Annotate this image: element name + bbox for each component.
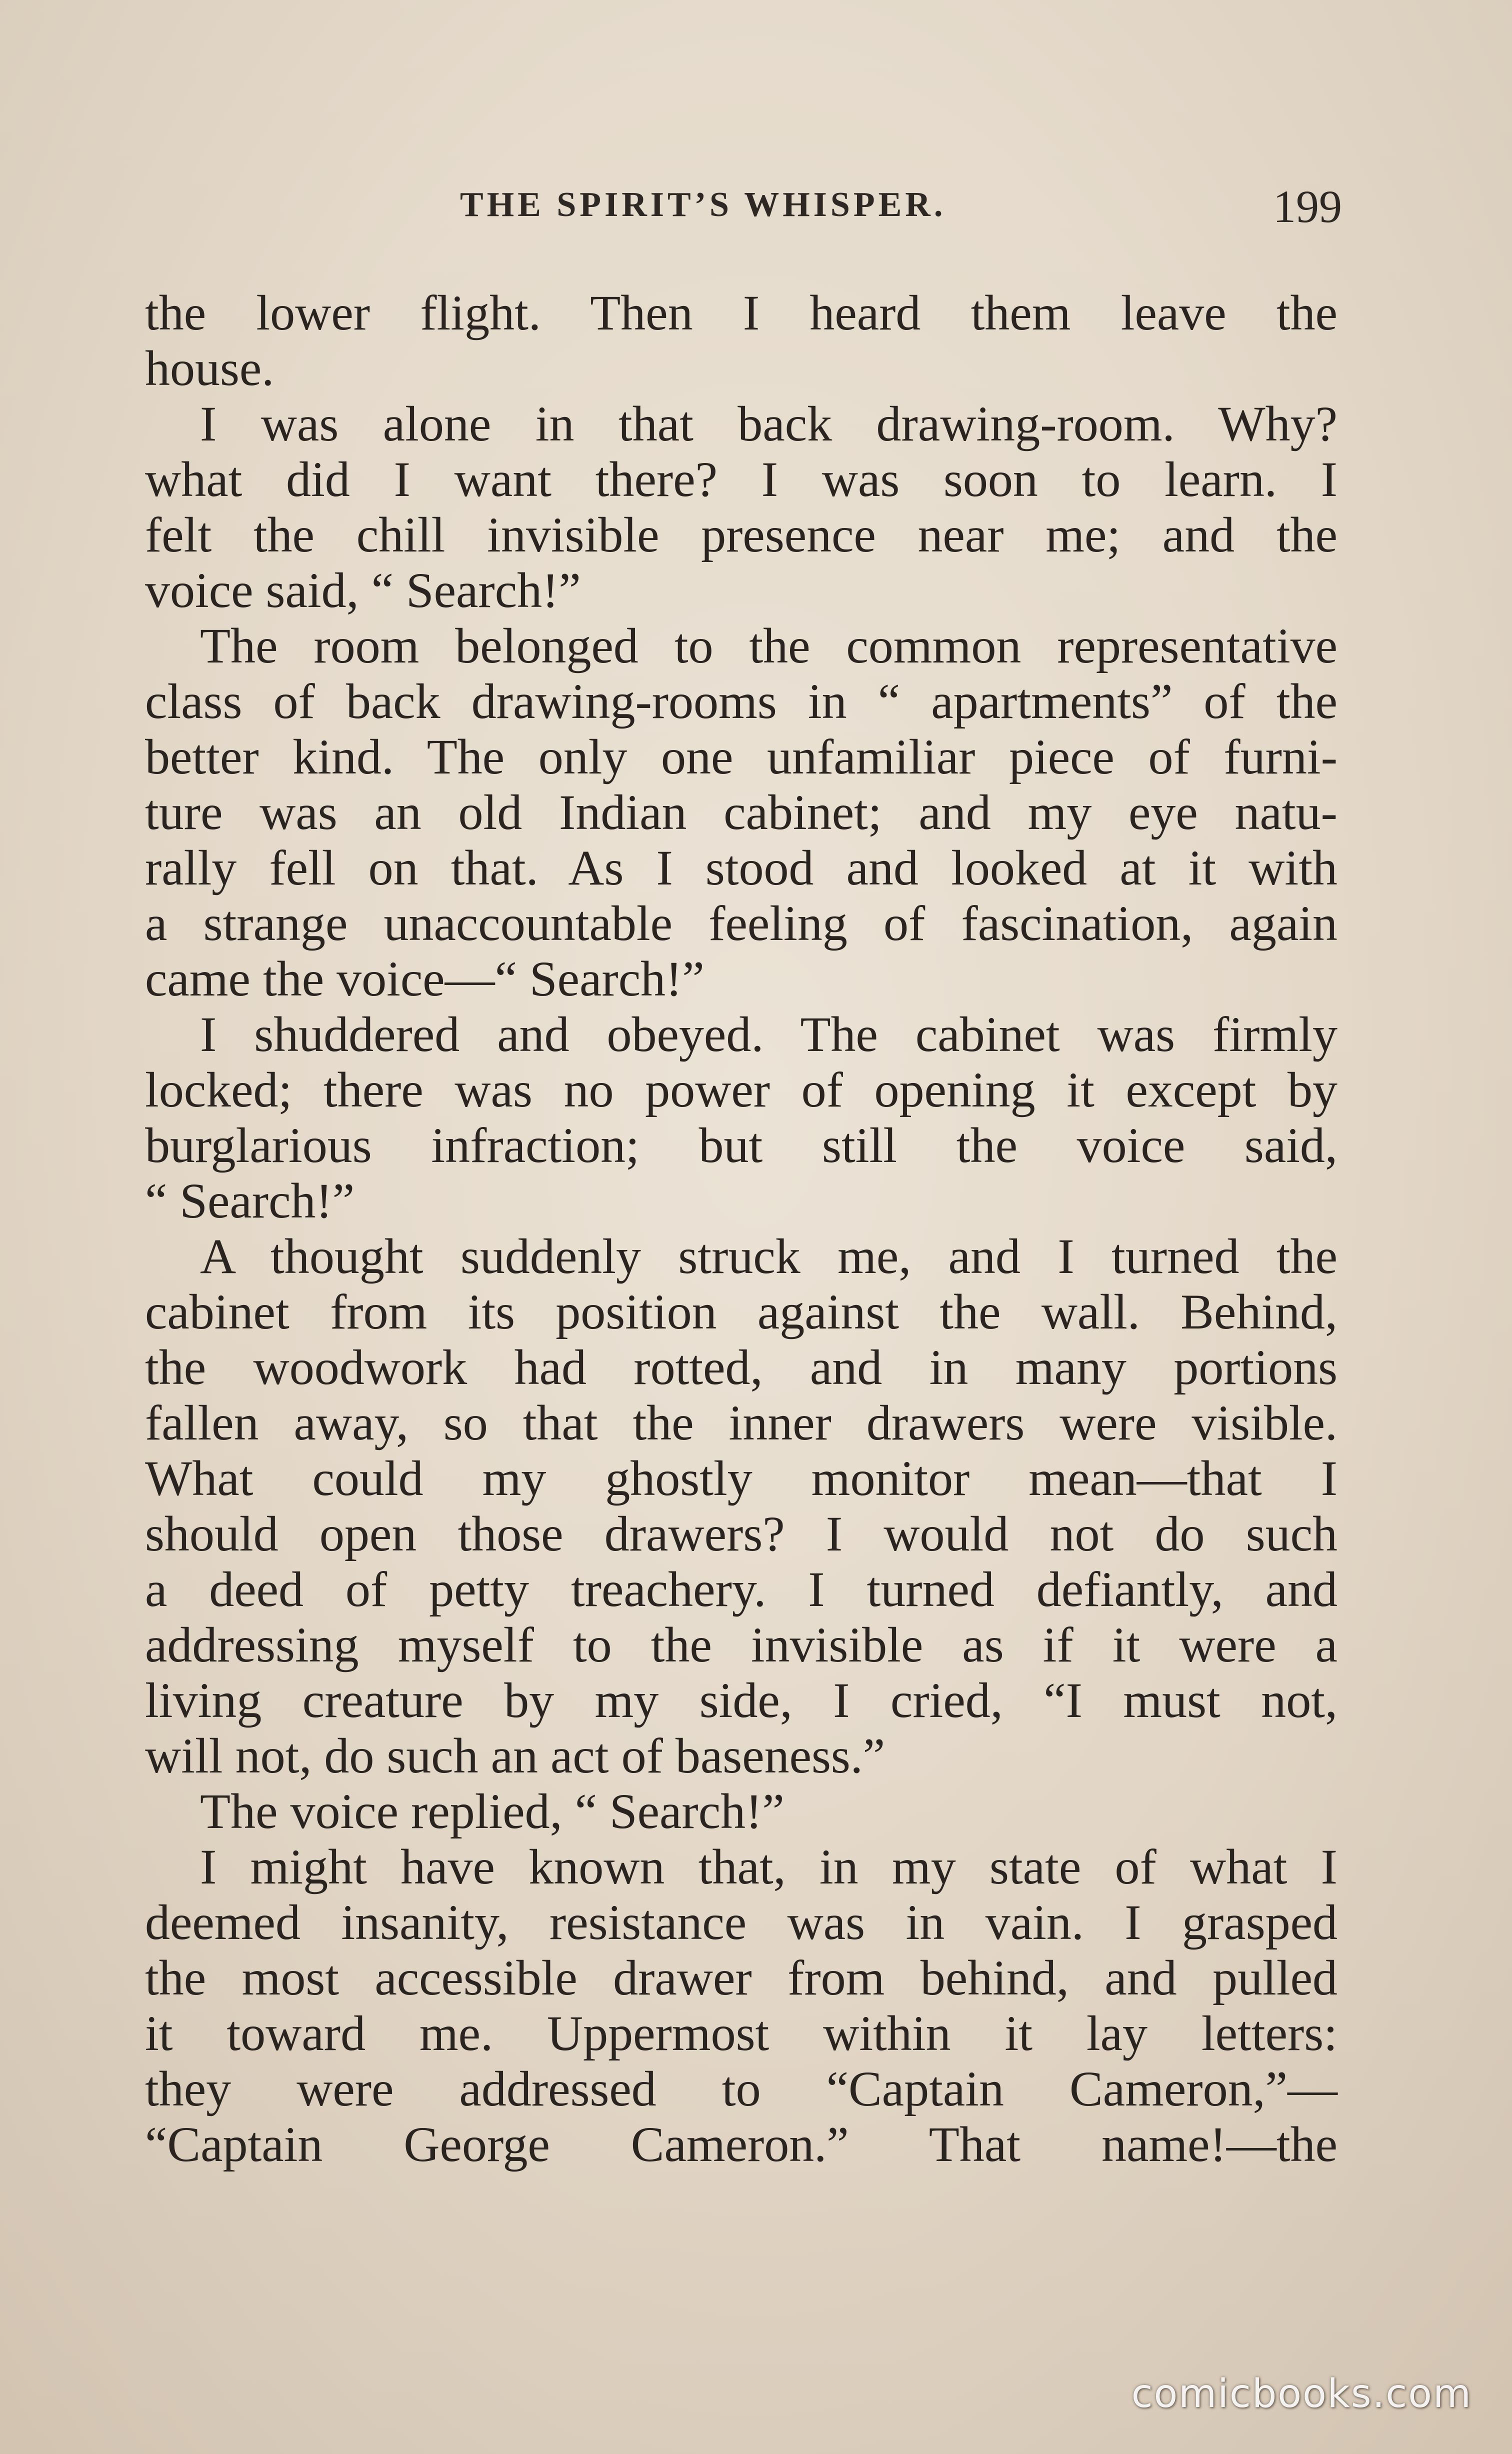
text-line: house. <box>145 340 274 396</box>
running-head <box>150 180 1342 240</box>
text-line: A thought suddenly struck me, and I turned the <box>200 1228 1338 1284</box>
text-line: it toward me. Uppermost within it lay letters: <box>145 2006 1338 2061</box>
text-line: will not, do such an act of baseness.” <box>145 1728 886 1784</box>
text-line: burglarious infraction; but still the voice said, <box>145 1118 1338 1173</box>
page-number: 199 <box>1273 181 1342 232</box>
text-line: deemed insanity, resistance was in vain. I grasped <box>145 1894 1338 1950</box>
text-line: locked; there was no power of opening it except by <box>145 1062 1338 1118</box>
text-line: addressing myself to the invisible as if it were a <box>145 1617 1338 1672</box>
running-title: THE SPIRIT’S WHISPER. <box>460 186 946 224</box>
text-line: the most accessible drawer from behind, and pulled <box>145 1950 1338 2006</box>
text-line: they were addressed to “Captain Cameron,”— <box>145 2061 1338 2116</box>
text-line: better kind. The only one unfamiliar piece of furni- <box>145 729 1338 784</box>
text-line: a deed of petty treachery. I turned defiantly, and <box>145 1562 1338 1617</box>
text-line: living creature by my side, I cried, “I must not, <box>145 1672 1338 1728</box>
text-line: The voice replied, “ Search!” <box>200 1784 784 1839</box>
text-line: came the voice—“ Search!” <box>145 951 704 1006</box>
body-text <box>145 285 1338 2172</box>
text-line: should open those drawers? I would not do such <box>145 1506 1338 1562</box>
text-line: ture was an old Indian cabinet; and my eye natu- <box>145 784 1338 840</box>
text-line: cabinet from its position against the wall. Behind, <box>145 1284 1338 1340</box>
text-line: I shuddered and obeyed. The cabinet was firmly <box>200 1006 1338 1062</box>
text-line: felt the chill invisible presence near me; and the <box>145 507 1338 562</box>
text-line: the woodwork had rotted, and in many portions <box>145 1340 1338 1395</box>
text-line: voice said, “ Search!” <box>145 562 581 618</box>
text-line: The room belonged to the common representative <box>200 618 1338 674</box>
text-line: fallen away, so that the inner drawers were visible. <box>145 1395 1338 1450</box>
text-line: the lower flight. Then I heard them leave the <box>145 285 1338 340</box>
text-line: What could my ghostly monitor mean—that I <box>145 1450 1338 1506</box>
text-line: class of back drawing-rooms in “ apartments” of the <box>145 674 1338 729</box>
text-line: a strange unaccountable feeling of fascination, again <box>145 896 1338 951</box>
text-line: rally fell on that. As I stood and looked at it with <box>145 840 1338 896</box>
text-line: I might have known that, in my state of what I <box>200 1839 1338 1894</box>
text-line: “Captain George Cameron.” That name!—the <box>145 2116 1338 2172</box>
watermark: comicbooks.com <box>1131 2372 1472 2416</box>
text-line: I was alone in that back drawing-room. Why? <box>200 396 1338 452</box>
text-line: “ Search!” <box>145 1173 355 1228</box>
text-line: what did I want there? I was soon to learn. I <box>145 452 1338 507</box>
